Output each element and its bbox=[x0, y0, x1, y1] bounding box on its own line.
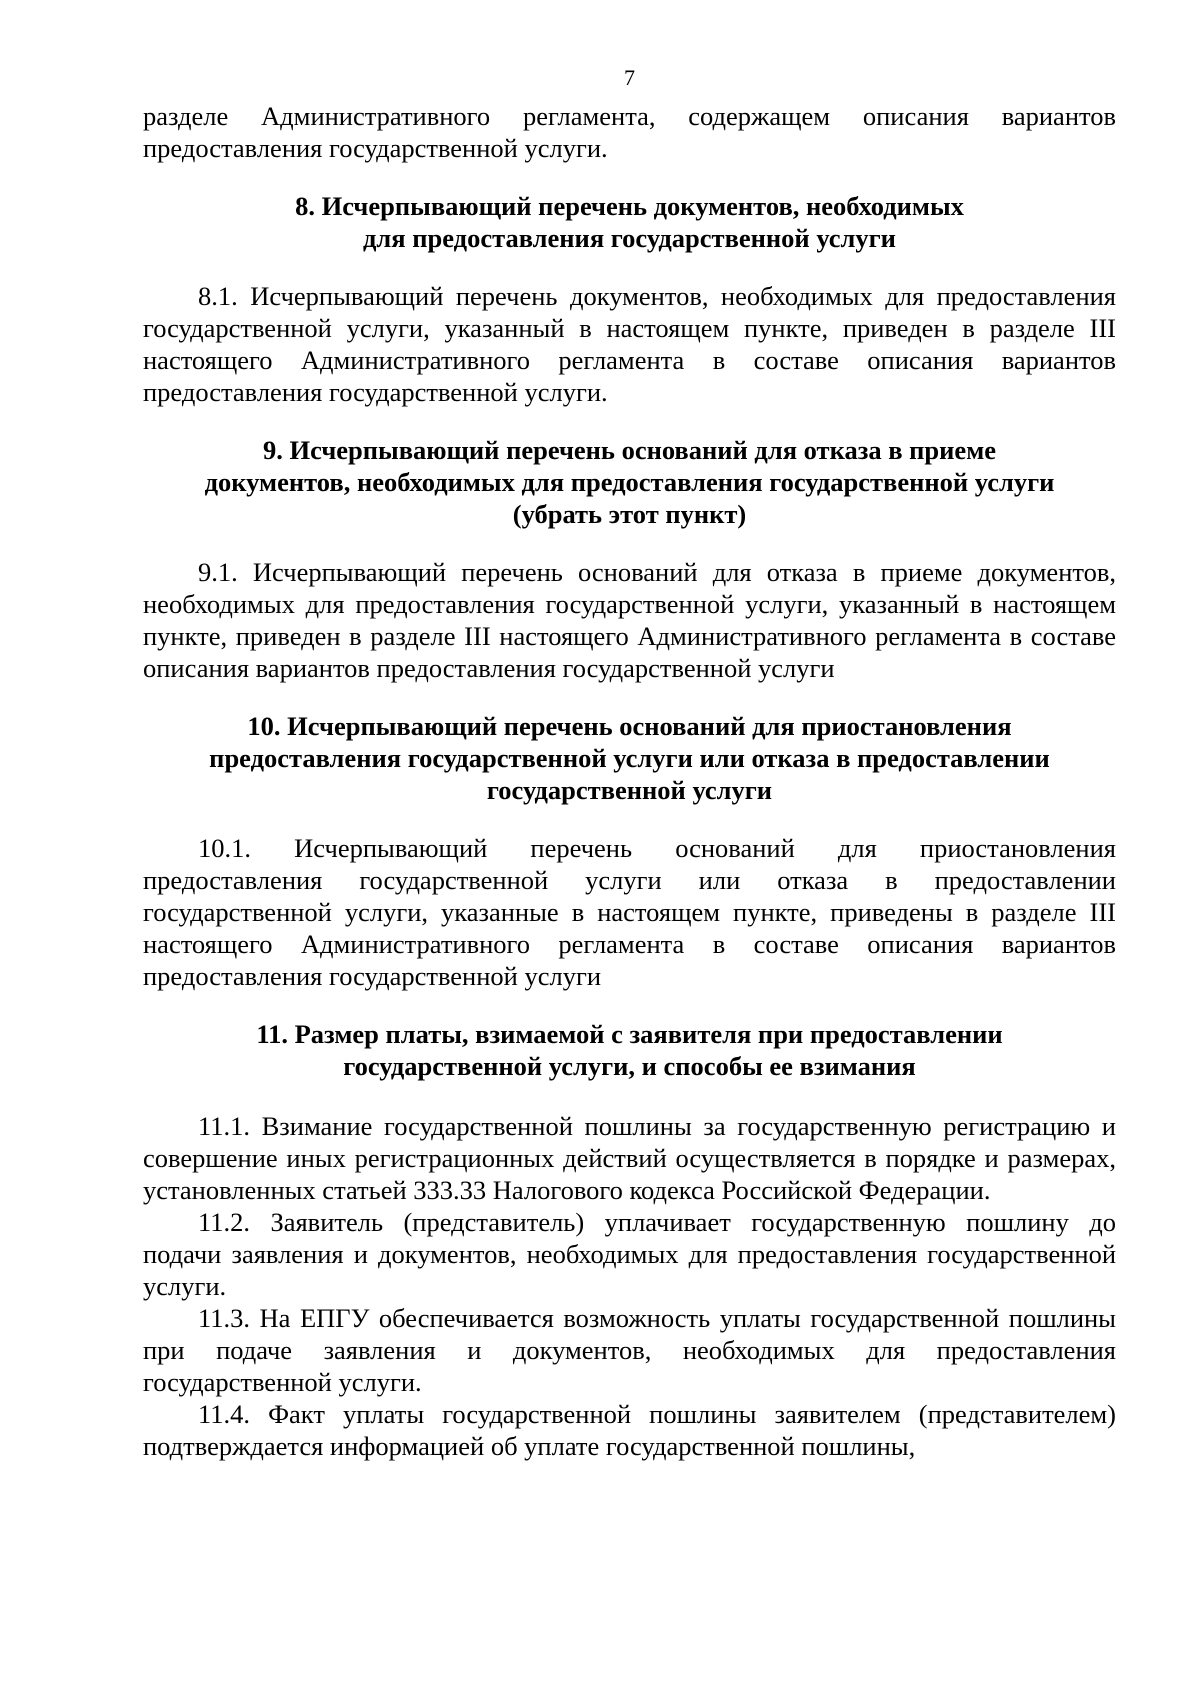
section-title-line: 10. Исчерпывающий перечень оснований для приостановления bbox=[247, 711, 1012, 741]
section-title-line: 9. Исчерпывающий перечень оснований для отказа в приеме bbox=[262, 435, 997, 465]
section-11-title bbox=[143, 1018, 1116, 1082]
paragraph-11-2: 11.2. Заявитель (представитель) уплачивает государственную пошлину до подачи заявления и документов, необходимых для предоставления государственной услуги. bbox=[143, 1207, 1116, 1301]
paragraph-9-1: 9.1. Исчерпывающий перечень оснований для отказа в приеме документов, необходимых для предоставления государственной услуги, указанный в настоящем пункте, приведен в разделе III настоящего Административного регламента в составе описания вариантов предоставления государственной услуги bbox=[143, 557, 1116, 683]
section-title-line: государственной услуги bbox=[486, 775, 773, 805]
paragraph-11-3: 11.3. На ЕПГУ обеспечивается возможность уплаты государственной пошлины при подаче заявления и документов, необходимых для предоставления государственной услуги. bbox=[143, 1303, 1116, 1397]
section-10-title bbox=[143, 710, 1116, 806]
paragraph-8-1: 8.1. Исчерпывающий перечень документов, необходимых для предоставления государственной услуги, указанный в настоящем пункте, приведен в разделе III настоящего Административного регламента в составе описания вариантов предоставления государственной услуги. bbox=[143, 281, 1116, 407]
section-title-line: 8. Исчерпывающий перечень документов, необходимых bbox=[295, 191, 964, 221]
document-page bbox=[143, 62, 1116, 1462]
section-title-line: 11. Размер платы, взимаемой с заявителя при предоставлении bbox=[256, 1019, 1003, 1049]
section-title-line: документов, необходимых для предоставления государственной услуги bbox=[204, 467, 1055, 497]
section-8-title bbox=[143, 190, 1116, 254]
paragraph-10-1: 10.1. Исчерпывающий перечень оснований для приостановления предоставления государственной услуги или отказа в предоставлении государственной услуги, указанные в настоящем пункте, приведены в разделе III настоящего Административного регламента в составе описания вариантов предоставления государственной услуги bbox=[143, 833, 1116, 991]
paragraph-11-4: 11.4. Факт уплаты государственной пошлины заявителем (представителем) подтверждается информацией об уплате государственной пошлины, bbox=[143, 1399, 1116, 1461]
section-title-line: для предоставления государственной услуги bbox=[363, 223, 896, 253]
paragraph-11-1: 11.1. Взимание государственной пошлины за государственную регистрацию и совершение иных регистрационных действий осуществляется в порядке и размерах, установленных статьей 333.33 Налогового кодекса Российской Федерации. bbox=[143, 1111, 1116, 1205]
page-number: 7 bbox=[624, 65, 635, 90]
section-title-line: государственной услуги, и способы ее взимания bbox=[343, 1051, 916, 1081]
section-title-line: (убрать этот пункт) bbox=[512, 499, 747, 529]
section-title-line: предоставления государственной услуги или отказа в предоставлении bbox=[209, 743, 1050, 773]
intro-paragraph: разделе Административного регламента, содержащем описания вариантов предоставления государственной услуги. bbox=[143, 101, 1116, 163]
section-9-title bbox=[143, 434, 1116, 530]
